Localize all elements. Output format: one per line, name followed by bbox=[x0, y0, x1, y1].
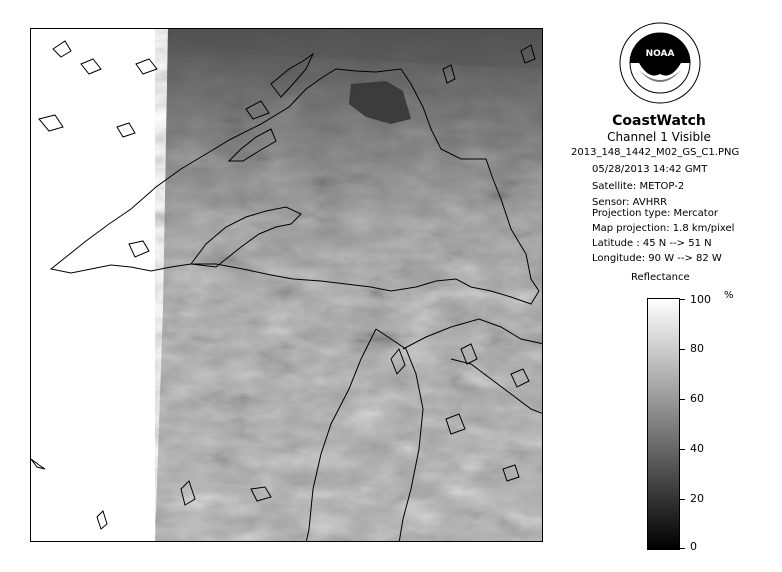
colorbar-tick bbox=[679, 349, 685, 350]
channel-subtitle: Channel 1 Visible bbox=[607, 130, 711, 144]
reflectance-colorbar bbox=[647, 298, 680, 550]
colorbar-tick-label: 0 bbox=[690, 540, 697, 553]
imagery-swath bbox=[155, 29, 543, 542]
legend-unit: % bbox=[724, 290, 734, 301]
satellite-name: Satellite: METOP-2 bbox=[592, 181, 685, 192]
logo-center-text: NOAA bbox=[645, 49, 675, 59]
sensor-name: Sensor: AVHRR bbox=[592, 197, 668, 208]
colorbar-tick bbox=[679, 499, 685, 500]
legend-title: Reflectance bbox=[631, 272, 690, 283]
noaa-logo bbox=[619, 22, 701, 104]
image-filename: 2013_148_1442_M02_GS_C1.PNG bbox=[571, 147, 740, 158]
colorbar-tick bbox=[679, 399, 685, 400]
colorbar-tick bbox=[679, 548, 685, 549]
colorbar-tick bbox=[679, 449, 685, 450]
colorbar-tick-label: 100 bbox=[690, 293, 711, 306]
image-datetime: 05/28/2013 14:42 GMT bbox=[592, 164, 708, 175]
satellite-image-frame bbox=[30, 28, 543, 542]
product-title: CoastWatch bbox=[612, 113, 706, 129]
projection-type: Projection type: Mercator bbox=[592, 208, 718, 219]
colorbar-tick-label: 60 bbox=[690, 392, 704, 405]
map-projection: Map projection: 1.8 km/pixel bbox=[592, 223, 735, 234]
colorbar-tick-label: 80 bbox=[690, 342, 704, 355]
latitude-range: Latitude : 45 N --> 51 N bbox=[592, 238, 712, 249]
colorbar-tick-label: 40 bbox=[690, 442, 704, 455]
longitude-range: Longitude: 90 W --> 82 W bbox=[592, 253, 722, 264]
colorbar-tick bbox=[679, 299, 685, 300]
satellite-image bbox=[31, 29, 543, 542]
colorbar-tick-label: 20 bbox=[690, 492, 704, 505]
